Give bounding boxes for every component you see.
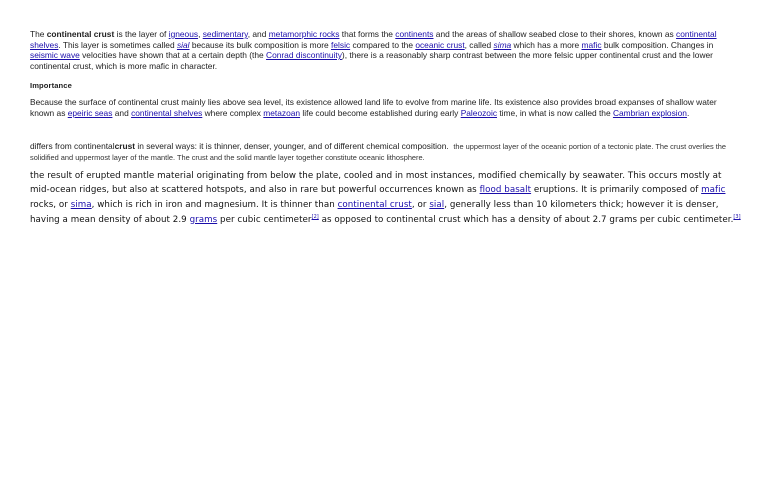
reference-link-3[interactable]: [3] bbox=[733, 213, 741, 220]
text: in several ways: it is thinner, denser, younger, and of different chemical composition. bbox=[135, 140, 449, 151]
text: the result of erupted mantle material originating from below the plate, cooled and in most instances, modified chemically by seawater. This occurs mostly at mid-ocean ridges, but also at scattered hotspots, and also in rare but powerful occurrences known as bbox=[30, 170, 722, 196]
paragraph-oceanic-crust-intro bbox=[30, 141, 742, 164]
link-sima-2[interactable]: sima bbox=[70, 199, 92, 210]
text: , or bbox=[411, 199, 430, 210]
text: time, in what is now called the bbox=[497, 107, 613, 118]
text: , called bbox=[464, 39, 494, 50]
text: Because the surface of continental crust mainly lies above sea level, its existence allowed land life to evolve from marine life. Its existence also provides broad expanses of shallow water known as bbox=[30, 97, 717, 118]
reference-link-2[interactable]: [2] bbox=[311, 213, 319, 220]
text: , and bbox=[247, 29, 269, 39]
link-epeiric-seas[interactable]: epeiric seas bbox=[67, 107, 113, 118]
link-sedimentary[interactable]: sedimentary bbox=[202, 29, 248, 39]
text: eruptions. It is primarily composed of bbox=[531, 185, 702, 196]
link-continental-crust[interactable]: continental crust bbox=[337, 199, 412, 210]
text: and the areas of shallow seabed close to their shores, known as bbox=[433, 29, 677, 39]
link-igneous[interactable]: igneous bbox=[168, 29, 199, 39]
link-mafic-2[interactable]: mafic bbox=[701, 185, 726, 196]
text: compared to the bbox=[350, 39, 416, 50]
link-grams[interactable]: grams bbox=[189, 214, 218, 225]
text: bulk composition. Changes in bbox=[601, 39, 714, 50]
link-oceanic-crust[interactable]: oceanic crust bbox=[415, 39, 465, 50]
link-conrad-discontinuity[interactable]: Conrad discontinuity bbox=[266, 50, 342, 61]
text: The bbox=[30, 29, 47, 39]
text: ), there is a reasonably sharp contrast between the more felsic upper continental crust and the lower continental crust, which is more mafic in character. bbox=[30, 50, 713, 71]
link-metamorphic-rocks[interactable]: metamorphic rocks bbox=[268, 29, 340, 39]
paragraph-importance bbox=[30, 97, 742, 118]
link-sima[interactable]: sima bbox=[493, 39, 512, 50]
text: as opposed to continental crust which has a density of about 2.7 grams per cubic centimeter. bbox=[318, 214, 734, 225]
link-sial-2[interactable]: sial bbox=[429, 199, 445, 210]
text: that forms the bbox=[339, 29, 396, 39]
text: , which is rich in iron and magnesium. It is thinner than bbox=[91, 199, 338, 210]
text: is the layer of bbox=[114, 29, 169, 39]
small-text: the uppermost layer of the oceanic portion of a tectonic plate. The crust overlies the solidified and uppermost layer of the mantle. The crust and the solid mantle layer together constitute oceanic lithosphere. bbox=[30, 141, 726, 163]
bold-term: continental crust bbox=[46, 29, 115, 39]
link-felsic[interactable]: felsic bbox=[331, 39, 351, 50]
paragraph-oceanic-crust-details bbox=[30, 169, 742, 227]
text: . bbox=[686, 107, 690, 118]
link-continental-shelves-2[interactable]: continental shelves bbox=[131, 107, 203, 118]
link-sial[interactable]: sial bbox=[176, 39, 190, 50]
text: velocities have shown that at a certain depth (the bbox=[79, 50, 267, 61]
text: differs from continental bbox=[30, 140, 115, 151]
link-continents[interactable]: continents bbox=[395, 29, 434, 39]
link-paleozoic[interactable]: Paleozoic bbox=[460, 107, 498, 118]
paragraph-continental-crust bbox=[30, 29, 742, 71]
text: and bbox=[112, 107, 132, 118]
text: which has a more bbox=[511, 39, 582, 50]
text: . This layer is sometimes called bbox=[58, 39, 177, 50]
link-mafic[interactable]: mafic bbox=[581, 39, 602, 50]
link-cambrian-explosion[interactable]: Cambrian explosion bbox=[612, 107, 687, 118]
text: rocks, or bbox=[30, 199, 71, 210]
link-seismic-wave[interactable]: seismic wave bbox=[30, 50, 80, 61]
link-flood-basalt[interactable]: flood basalt bbox=[479, 185, 532, 196]
link-continental-shelves[interactable]: continental shelves bbox=[30, 29, 717, 50]
text: , bbox=[198, 29, 203, 39]
text: because its bulk composition is more bbox=[189, 39, 332, 50]
bold-term: crust bbox=[114, 140, 136, 151]
text: , generally less than 10 kilometers thick; however it is denser, having a mean density of about 2.9 bbox=[30, 199, 719, 225]
text: per cubic centimeter bbox=[217, 214, 312, 225]
link-metazoan[interactable]: metazoan bbox=[263, 107, 301, 118]
text: where complex bbox=[202, 107, 264, 118]
text: life could become established during early bbox=[300, 107, 461, 118]
section-heading-importance: Importance bbox=[30, 81, 72, 91]
